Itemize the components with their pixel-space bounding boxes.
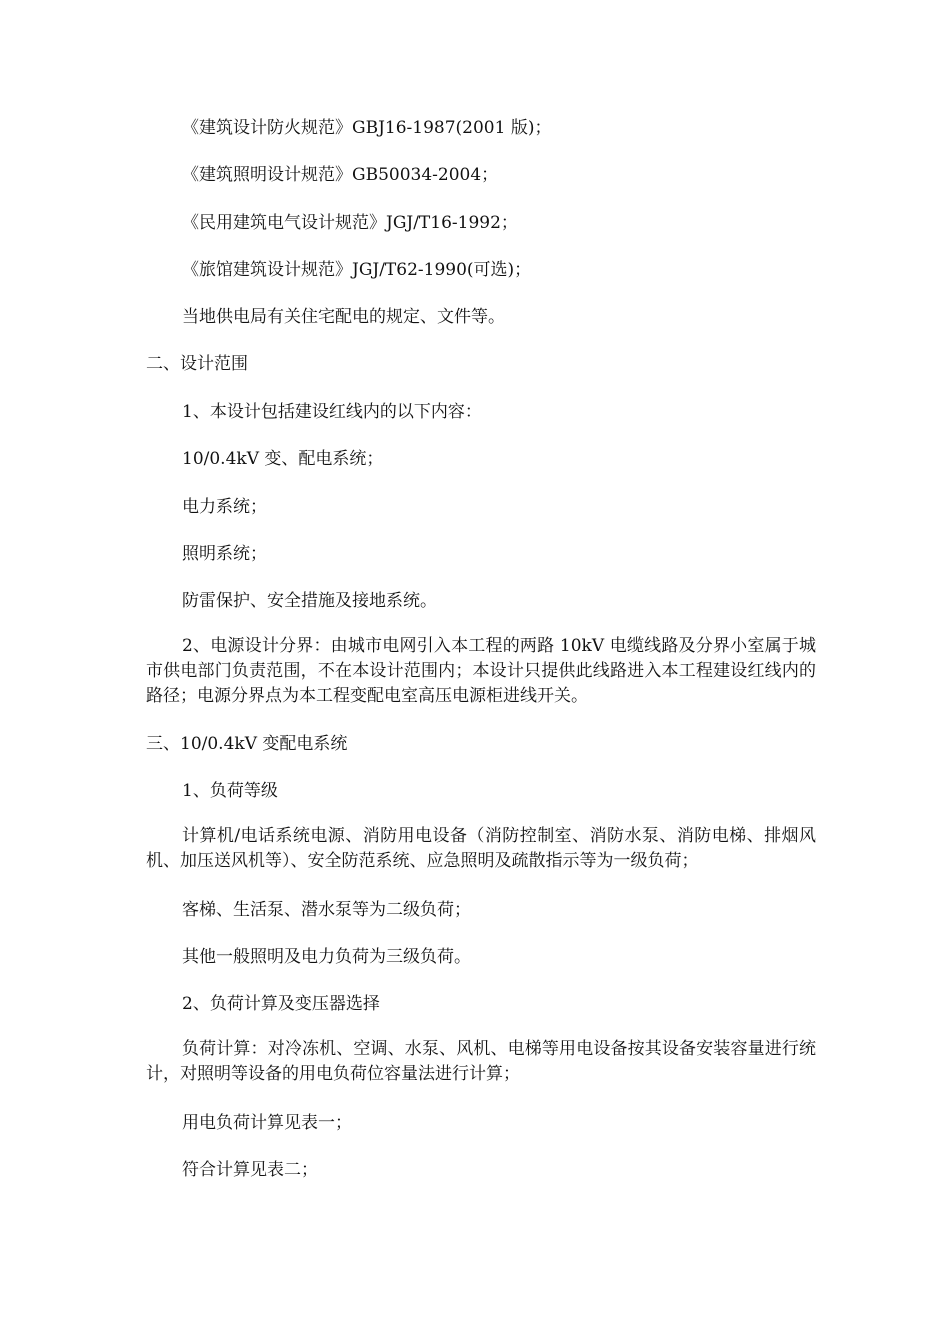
paragraph-load-calc [146,1037,816,1087]
paragraph-first-class-load-text: 计算机/电话系统电源、消防用电设备（消防控制室、消防水泵、消防电梯、排烟风机、加压送风机等）、安全防范系统、应急照明及疏散指示等为一级负荷； [146,826,816,871]
paragraph-first-class-load [146,824,816,874]
second-class-load: 客梯、生活泵、潜水泵等为二级负荷； [182,900,471,920]
table-one-reference: 用电负荷计算见表一； [182,1113,352,1133]
scope-item-grounding: 防雷保护、安全措施及接地系统。 [182,591,437,611]
section-heading-substation-system: 三、10/0.4kV 变配电系统 [146,734,348,754]
standard-electrical-code: 《民用建筑电气设计规范》JGJ/T16-1992； [182,213,518,233]
paragraph-power-boundary [146,634,816,709]
scope-item-substation: 10/0.4kV 变、配电系统； [182,449,384,469]
scope-item-power: 电力系统； [182,497,267,517]
paragraph-load-calc-text: 负荷计算：对冷冻机、空调、水泵、风机、电梯等用电设备按其设备安装容量进行统计，对照明等设备的用电负荷位容量法进行计算； [146,1039,816,1084]
paragraph-power-boundary-text: 2、电源设计分界：由城市电网引入本工程的两路 10kV 电缆线路及分界小室属于城市供电部门负责范围，不在本设计范围内；本设计只提供此线路进入本工程建设红线内的路径；电源分界点为本工程变配电室高压电源柜进线开关。 [146,636,816,706]
scope-intro: 1、本设计包括建设红线内的以下内容： [182,402,482,422]
standard-lighting-code: 《建筑照明设计规范》GB50034-2004； [182,165,499,185]
load-level-heading: 1、负荷等级 [182,781,278,801]
table-two-reference: 符合计算见表二； [182,1160,318,1180]
load-calc-heading: 2、负荷计算及变压器选择 [182,994,380,1014]
third-class-load: 其他一般照明及电力负荷为三级负荷。 [182,947,471,967]
scope-item-lighting: 照明系统； [182,544,267,564]
standard-hotel-code: 《旅馆建筑设计规范》JGJ/T62-1990(可选)； [182,260,532,280]
standard-fire-code: 《建筑设计防火规范》GBJ16-1987(2001 版)； [182,118,552,138]
section-heading-design-scope: 二、设计范围 [146,354,248,374]
local-power-regulations: 当地供电局有关住宅配电的规定、文件等。 [182,307,505,327]
